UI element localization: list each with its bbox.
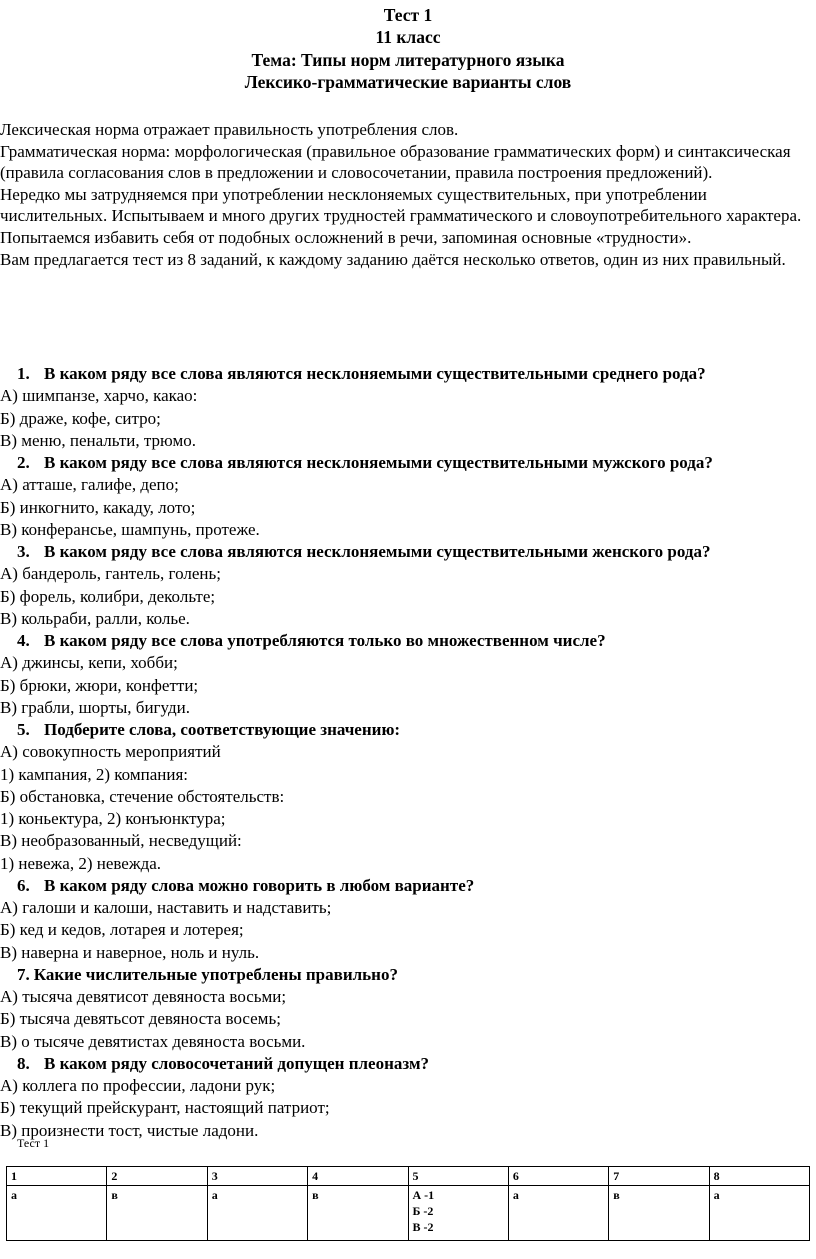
answer-option: А) атташе, галифе, депо; <box>0 475 179 495</box>
question-4 <box>0 630 814 652</box>
answer-key-header-cell: 5 <box>408 1167 508 1186</box>
question-text: В каком ряду слова можно говорить в любом варианте? <box>44 875 475 895</box>
answer-key-header-cell: 8 <box>709 1167 809 1186</box>
answer-option: В) наверна и наверное, ноль и нуль. <box>0 942 260 962</box>
question-number: 5. <box>17 720 30 739</box>
intro-paragraph: Лексическая норма отражает правильность употребления слов. <box>0 120 459 139</box>
question-number: 3. <box>17 542 30 561</box>
question-number: 4. <box>17 631 30 650</box>
intro-text <box>0 119 814 270</box>
question-1 <box>0 363 814 385</box>
answer-option: А) джинсы, кепи, хобби; <box>0 653 178 673</box>
answer-option: Б) текущий прейскурант, настоящий патриот; <box>0 1098 330 1118</box>
answer-key-table <box>6 1166 810 1241</box>
answer-option: 1) кампания, 2) компания: <box>0 764 188 784</box>
question-5 <box>0 719 814 741</box>
question-number: 2. <box>17 453 30 472</box>
question-number: 8. <box>17 1053 30 1073</box>
answer-option: А) шимпанзе, харчо, какао: <box>0 386 198 406</box>
answer-key-header-cell: 3 <box>207 1167 307 1186</box>
answer-key-cell: а <box>709 1186 809 1241</box>
answer-option: А) бандероль, гантель, голень; <box>0 564 221 584</box>
answer-option: Б) форель, колибри, декольте; <box>0 586 216 606</box>
intro-paragraph: Грамматическая норма: морфологическая (правильное образование грамматических форм) и синтаксическая (правила согласования слов в предложении и словосочетании, правила построения предложений). <box>0 141 791 183</box>
answer-option: А) коллега по профессии, ладони рук; <box>0 1076 276 1095</box>
answer-option: Б) тысяча девятьсот девяноста восемь; <box>0 1009 281 1029</box>
answer-option: Б) обстановка, стечение обстоятельств: <box>0 786 285 806</box>
answer-option: А) тысяча девятисот девяноста восьми; <box>0 987 287 1006</box>
subtopic-title: Лексико-грамматические варианты слов <box>244 71 572 92</box>
answer-key-value-row <box>7 1186 810 1241</box>
answer-key-subvalue: Б -2 <box>412 1204 434 1218</box>
answer-option: Б) инкогнито, какаду, лото; <box>0 497 196 517</box>
question-6 <box>0 875 814 897</box>
answer-key-header-cell: 6 <box>508 1167 608 1186</box>
answer-key-cell: а <box>508 1186 608 1241</box>
answer-option: В) конферансье, шампунь, протеже. <box>0 519 260 539</box>
answer-option: 1) коньектура, 2) конъюнктура; <box>0 809 226 828</box>
question-7 <box>0 964 814 986</box>
answer-option: В) произнести тост, чистые ладони. <box>0 1120 259 1140</box>
answer-key-header-cell: 4 <box>308 1167 408 1186</box>
document-header <box>0 4 816 93</box>
answer-option: 1) невежа, 2) невежда. <box>0 853 162 873</box>
question-3 <box>0 541 814 563</box>
question-text: В каком ряду все слова являются несклоняемыми существительными среднего рода? <box>44 364 706 383</box>
answer-option: А) галоши и калоши, наставить и надставить; <box>0 898 332 917</box>
intro-paragraph: Нередко мы затрудняемся при употреблении несклоняемых существительных, при употреблении числительных. Испытываем и много других трудностей грамматического и словоупотребительного характера. Попытаемся избавить себя от подобных осложнений в речи, запоминая основные «трудности». <box>0 184 802 247</box>
answer-key-cell: в <box>609 1186 709 1241</box>
test-title: Тест 1 <box>383 5 433 25</box>
intro-paragraph: Вам предлагается тест из 8 заданий, к каждому заданию даётся несколько ответов, один из них правильный. <box>0 249 786 269</box>
topic-title: Тема: Типы норм литературного языка <box>251 49 565 70</box>
answer-key-cell: а <box>207 1186 307 1241</box>
answer-key-cell: в <box>107 1186 207 1241</box>
question-list <box>0 363 814 1142</box>
answer-option: Б) кед и кедов, лотарея и лотерея; <box>0 920 244 940</box>
question-text: В каком ряду все слова являются несклоняемыми существительными мужского рода? <box>44 453 713 472</box>
question-text: В каком ряду словосочетаний допущен плеоназм? <box>44 1053 430 1073</box>
answer-option: В) о тысяче девятистах девяноста восьми. <box>0 1031 306 1051</box>
question-text: В каком ряду все слова являются несклоняемыми существительными женского рода? <box>44 542 711 561</box>
question-number: 6. <box>17 875 30 895</box>
footer-label: Тест 1 <box>17 1136 50 1150</box>
answer-key-subvalue: А -1 <box>412 1188 435 1202</box>
answer-key-header-cell: 7 <box>609 1167 709 1186</box>
question-8 <box>0 1053 814 1075</box>
answer-option: А) совокупность мероприятий <box>0 742 221 762</box>
answer-key-subvalue: В -2 <box>412 1220 434 1234</box>
answer-option: В) необразованный, несведущий: <box>0 831 242 851</box>
answer-key-cell: а <box>7 1186 107 1241</box>
answer-option: Б) драже, кофе, ситро; <box>0 408 161 428</box>
answer-key-header-cell: 2 <box>107 1167 207 1186</box>
question-2 <box>0 452 814 474</box>
answer-option: В) грабли, шорты, бигуди. <box>0 697 190 717</box>
question-number: 1. <box>17 364 30 383</box>
question-number: 7. <box>17 964 30 984</box>
answer-option: В) кольраби, ралли, колье. <box>0 608 190 628</box>
answer-key-cell-5 <box>408 1186 508 1241</box>
grade-label: 11 класс <box>375 27 441 48</box>
answer-option: В) меню, пенальти, трюмо. <box>0 430 197 450</box>
answer-key-cell: в <box>308 1186 408 1241</box>
question-text: Подберите слова, соответствующие значению: <box>44 720 401 739</box>
answer-key-header-cell: 1 <box>7 1167 107 1186</box>
question-text: Какие числительные употреблены правильно? <box>33 964 398 984</box>
answer-key-header-row <box>7 1167 810 1186</box>
answer-option: Б) брюки, жюри, конфетти; <box>0 675 199 695</box>
question-text: В каком ряду все слова употребляются только во множественном числе? <box>44 631 606 650</box>
